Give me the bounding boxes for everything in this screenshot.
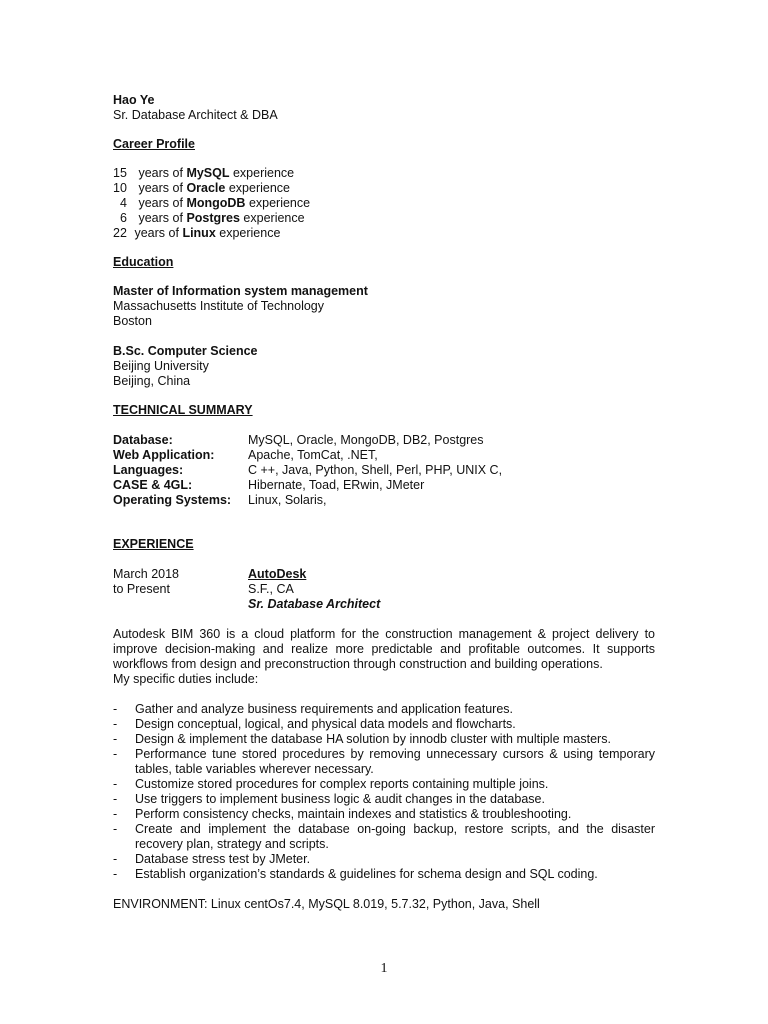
candidate-name: Hao Ye <box>113 93 155 107</box>
school-location: Boston <box>113 314 152 328</box>
technical-row: Operating Systems: Linux, Solaris, <box>113 493 327 507</box>
job-start-date: March 2018 <box>113 567 180 581</box>
environment-line: ENVIRONMENT: Linux centOs7.4, MySQL 8.019, 5.7.32, Python, Java, Shell <box>113 897 540 911</box>
list-item: - Design & implement the database HA solution by innodb cluster with multiple masters. <box>113 732 611 746</box>
duties-list <box>113 702 655 882</box>
list-item: - Performance tune stored procedures by removing unnecessary cursors & using temporary tables, table variables wherever necessary. <box>113 747 655 776</box>
job-header <box>113 567 655 612</box>
degree-title: B.Sc. Computer Science <box>113 344 258 358</box>
company-location: S.F., CA <box>248 582 294 596</box>
technical-row: Web Application: Apache, TomCat, .NET, <box>113 448 378 462</box>
school-name: Beijing University <box>113 359 209 373</box>
experience-heading: EXPERIENCE <box>113 537 194 551</box>
company-name: AutoDesk <box>248 567 307 581</box>
technical-row: CASE & 4GL: Hibernate, Toad, ERwin, JMeter <box>113 478 425 492</box>
job-end-date: to Present <box>113 582 170 596</box>
technical-table <box>113 433 655 508</box>
list-item: - Design conceptual, logical, and physical data models and flowcharts. <box>113 717 516 731</box>
education-heading: Education <box>113 255 174 269</box>
resume-page <box>113 93 655 912</box>
duties-intro: My specific duties include: <box>113 672 259 686</box>
page-number: 1 <box>380 961 388 976</box>
career-list <box>113 166 655 241</box>
career-item: 6 years of Postgres experience <box>120 211 305 225</box>
job-role: Sr. Database Architect <box>248 597 381 611</box>
candidate-title: Sr. Database Architect & DBA <box>113 108 278 122</box>
list-item: - Establish organization’s standards & guidelines for schema design and SQL coding. <box>113 867 598 881</box>
degree-title: Master of Information system management <box>113 284 368 298</box>
technical-row: Database: MySQL, Oracle, MongoDB, DB2, Postgres <box>113 433 484 447</box>
list-item: - Use triggers to implement business logic & audit changes in the database. <box>113 792 545 806</box>
job-description: Autodesk BIM 360 is a cloud platform for the construction management & project delivery to improve decision-making and realize more predictable and profitable outcomes. It supports workflows from design and preconstruction through construction and building operations. <box>113 627 655 671</box>
career-item: 4 years of MongoDB experience <box>120 196 311 210</box>
technical-summary-heading: TECHNICAL SUMMARY <box>113 403 253 417</box>
career-profile-heading: Career Profile <box>113 137 195 151</box>
technical-row: Languages: C ++, Java, Python, Shell, Perl, PHP, UNIX C, <box>113 463 503 477</box>
list-item: - Customize stored procedures for complex reports containing multiple joins. <box>113 777 549 791</box>
list-item: - Database stress test by JMeter. <box>113 852 311 866</box>
list-item: - Create and implement the database on-going backup, restore scripts, and the disaster recovery plan, strategy and scripts. <box>113 822 655 851</box>
career-item: 22 years of Linux experience <box>113 226 281 240</box>
career-item: 10 years of Oracle experience <box>113 181 290 195</box>
school-name: Massachusetts Institute of Technology <box>113 299 324 313</box>
career-item: 15 years of MySQL experience <box>113 166 295 180</box>
list-item: - Perform consistency checks, maintain indexes and statistics & troubleshooting. <box>113 807 572 821</box>
list-item: - Gather and analyze business requirements and application features. <box>113 702 514 716</box>
school-location: Beijing, China <box>113 374 191 388</box>
